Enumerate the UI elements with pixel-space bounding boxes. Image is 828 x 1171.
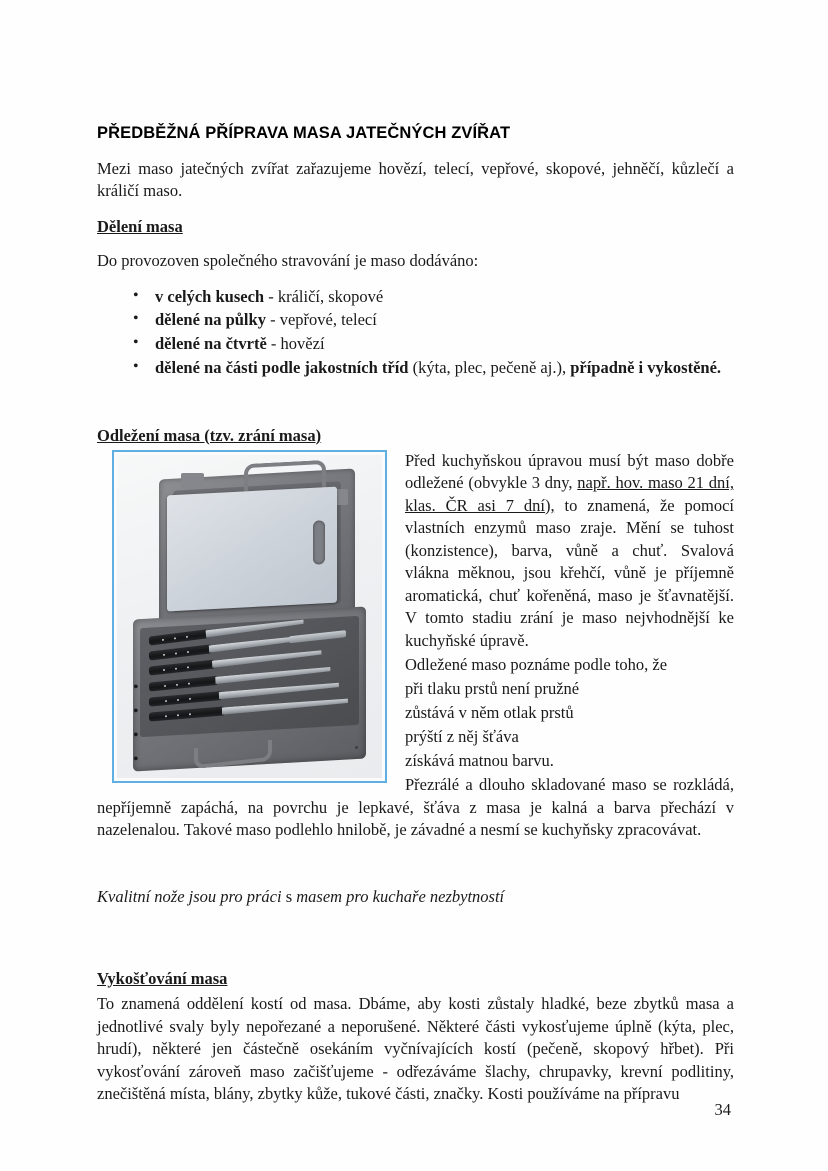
- odlezeni-para-part2: to znamená, že pomocí vlastních enzymů maso zraje. Mění se tuhost (konzistence), barva, vůně a chuť. Svalová vlákna měknou, jsou křehčí, vůně je příjemně aromatická, chuť kořeněná, maso je šťavnatější. V tomto stadiu zrání je maso nejvhodnější ke kuchyňské úpravě.: [405, 495, 734, 650]
- list-item: [97, 357, 734, 380]
- vykostovani-paragraph: To znamená oddělení kostí od masa. Dbáme, aby kosti zůstaly hladké, beze zbytků masa a jednotlivé svaly byly nepořezané a neporušené. Některé části vykosťujeme úplně (kýta, plec, hrudí), některé jen částečně osekáním vyčnívajících kostí (pečeně, skopový hřbet). Při vykosťování zároveň maso začišťujeme - odřezáváme šlachy, chrupavky, krevní podlitiny, znečištěná místa, blány, zbytky kůže, tukové části, značky. Kosti používáme na přípravu: [97, 994, 734, 1104]
- knife-handle: [148, 645, 210, 661]
- list-item-rest: (kýta, plec, pečeně aj.),: [408, 357, 571, 377]
- figure-caption: [97, 885, 734, 908]
- sharpening-steel: [289, 631, 346, 644]
- list-item: [97, 333, 734, 356]
- deleni-lead-paragraph: Do provozoven společného stravování je maso dodáváno:: [97, 251, 479, 271]
- heading-deleni-masa: [97, 216, 734, 237]
- caption-part-2: masem pro kuchaře nezbytností: [292, 886, 505, 906]
- heading-odlezeni-masa-text: Odležení masa (tzv. zrání masa): [97, 425, 322, 445]
- list-item-rest: - hovězí: [266, 334, 325, 354]
- page-content: [97, 124, 734, 1119]
- case-clasp-left: [181, 473, 205, 489]
- odlezeni-after-paragraph: Přezrálé a dlouho skladované maso se rozkládá, nepříjemně zapáchá, na povrchu je lepkavé, šťáva z masa je kalná a barva přechází v nazelenalou. Takové maso podlehlo hnilobě, je závadné a nesmí se kuchyňsky zpracovávat.: [97, 775, 734, 840]
- odlezeni-para-part1: Před kuchyňskou úpravou musí být maso dobře odležené (obvykle 3 dny,: [405, 451, 734, 493]
- list-item: [97, 309, 734, 332]
- intro-paragraph: Mezi maso jatečných zvířat zařazujeme hovězí, telecí, vepřové, skopové, jehněčí, kůzlečí a králičí maso.: [97, 158, 734, 201]
- heading-vykostovani-masa: [97, 968, 734, 989]
- list-item-bold: dělené na části podle jakostních tříd: [155, 357, 409, 377]
- section-spacer-3: [97, 952, 734, 968]
- knife-handle: [148, 660, 213, 676]
- list-item: [97, 286, 734, 309]
- list-item-bold: dělené na čtvrtě: [155, 334, 267, 354]
- odlezeni-bullet-list: [97, 678, 734, 772]
- list-item: • při tlaku prstů není pružné: [97, 678, 734, 701]
- list-item: • zůstává v něm otlak prstů: [97, 702, 734, 725]
- heading-odlezeni-masa: [97, 425, 734, 446]
- page-title: PŘEDBĚŽNÁ PŘÍPRAVA MASA JATEČNÝCH ZVÍŘAT: [97, 124, 511, 142]
- odlezeni-para-underlined: např. hov. maso 21 dní, klas. ČR asi 7 dní),: [405, 473, 734, 515]
- cutting-board-hole: [313, 519, 325, 564]
- knife-blade: [212, 649, 322, 668]
- odlezeni-lead-paragraph: Odležené maso poznáme podle toho, že: [405, 654, 668, 674]
- figure-wrap-block: [97, 450, 734, 855]
- caption-part-1: Kvalitní nože jsou pro práci: [97, 886, 286, 906]
- list-item-bold: v celých kusech: [155, 286, 265, 306]
- caption-roman-word: s: [285, 886, 293, 906]
- section-spacer-2: [97, 908, 734, 952]
- list-item-rest: - vepřové, telecí: [265, 310, 377, 330]
- heading-deleni-masa-text: Dělení masa: [97, 216, 183, 236]
- section-spacer: [97, 381, 734, 425]
- list-item: • prýští z něj šťáva: [97, 726, 734, 749]
- page-number: 34: [714, 1100, 731, 1119]
- caption-spacer: [97, 855, 734, 885]
- cutting-board: [167, 486, 337, 611]
- list-item-bold: dělené na půlky: [155, 310, 266, 330]
- deleni-bullet-list: [97, 286, 734, 380]
- knife-handle: [148, 629, 207, 645]
- list-item-bold-tail: případně i vykostěné.: [570, 357, 722, 377]
- heading-vykostovani-masa-text: Vykošťování masa: [97, 968, 228, 988]
- list-item: • získává matnou barvu.: [97, 750, 734, 773]
- list-item-rest: - králičí, skopové: [264, 286, 384, 306]
